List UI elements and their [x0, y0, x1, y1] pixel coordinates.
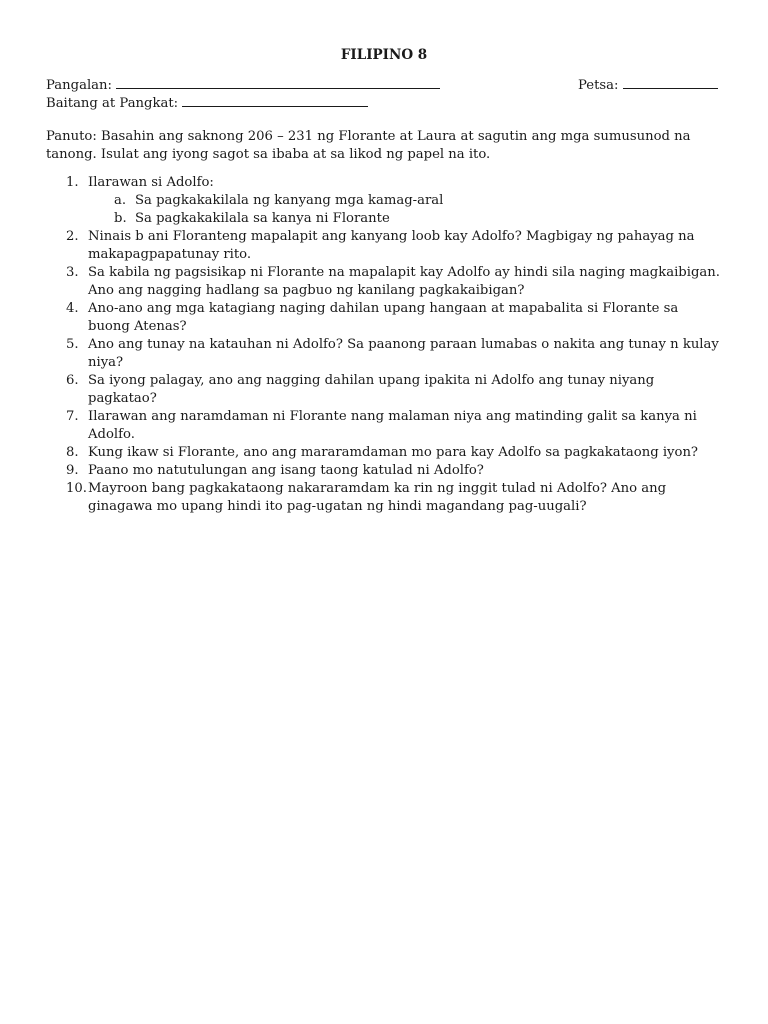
date-blank-line[interactable] [623, 75, 718, 89]
question-list [46, 174, 722, 516]
subquestion-list [88, 192, 722, 228]
page-title: FILIPINO 8 [340, 47, 428, 63]
subquestion-letter: a. [114, 193, 127, 208]
question-text: Ano ang tunay na katauhan ni Adolfo? Sa paanong paraan lumabas o nakita ang tunay n kulay niya? [88, 337, 719, 370]
date-field [578, 75, 718, 95]
question-number: 4. [66, 301, 79, 316]
subquestion-text: Sa pagkakakilala ng kanyang mga kamag-aral [135, 193, 444, 208]
question-item [46, 444, 722, 462]
question-number: 8. [66, 445, 79, 460]
question-number: 1. [66, 175, 79, 190]
question-number: 2. [66, 229, 79, 244]
date-label: Petsa: [578, 78, 619, 93]
question-item [46, 372, 722, 408]
question-text: Ilarawan ang naramdaman ni Florante nang malaman niya ang matinding galit sa kanya ni Adolfo. [88, 409, 697, 442]
subquestion-text: Sa pagkakakilala sa kanya ni Florante [135, 211, 390, 226]
subquestion-item [88, 192, 722, 210]
instructions-text: Panuto: Basahin ang saknong 206 – 231 ng Florante at Laura at sagutin ang mga sumusunod na tanong. Isulat ang iyong sagot sa ibaba at sa likod ng papel na ito. [46, 129, 691, 162]
question-text: Paano mo natutulungan ang isang taong katulad ni Adolfo? [88, 463, 484, 478]
question-item [46, 300, 722, 336]
question-item [46, 174, 722, 228]
name-blank-line[interactable] [116, 75, 440, 89]
question-item [46, 480, 722, 516]
subquestion-letter: b. [114, 211, 127, 226]
question-text: Kung ikaw si Florante, ano ang mararamdaman mo para kay Adolfo sa pagkakataong iyon? [88, 445, 699, 460]
question-number: 7. [66, 409, 79, 424]
question-text: Mayroon bang pagkakataong nakararamdam ka rin ng inggit tulad ni Adolfo? Ano ang ginagawa mo upang hindi ito pag-ugatan ng hindi magandang pag-uugali? [88, 481, 667, 514]
question-item [46, 408, 722, 444]
question-number: 10. [66, 481, 87, 496]
question-number: 3. [66, 265, 79, 280]
grade-row [46, 93, 722, 113]
question-number: 9. [66, 463, 79, 478]
question-number: 5. [66, 337, 79, 352]
question-number: 6. [66, 373, 79, 388]
question-text: Ninais b ani Floranteng mapalapit ang kanyang loob kay Adolfo? Magbigay ng pahayag na makapagpapatunay rito. [88, 229, 695, 262]
grade-section-blank-line[interactable] [182, 93, 368, 107]
question-item [46, 462, 722, 480]
question-text: Sa iyong palagay, ano ang nagging dahilan upang ipakita ni Adolfo ang tunay niyang pagkatao? [88, 373, 655, 406]
question-text: Ano-ano ang mga katagiang naging dahilan upang hangaan at mapabalita si Florante sa buong Atenas? [88, 301, 679, 334]
question-text: Ilarawan si Adolfo: [88, 175, 214, 190]
grade-section-label: Baitang at Pangkat: [46, 96, 179, 111]
question-item [46, 336, 722, 372]
question-item [46, 228, 722, 264]
name-label: Pangalan: [46, 78, 112, 93]
name-date-row [46, 75, 722, 95]
question-text: Sa kabila ng pagsisikap ni Florante na mapalapit kay Adolfo ay hindi sila naging magkaibigan. Ano ang nagging hadlang sa pagbuo ng kanilang pagkakaibigan? [88, 265, 720, 298]
subquestion-item [88, 210, 722, 228]
question-item [46, 264, 722, 300]
